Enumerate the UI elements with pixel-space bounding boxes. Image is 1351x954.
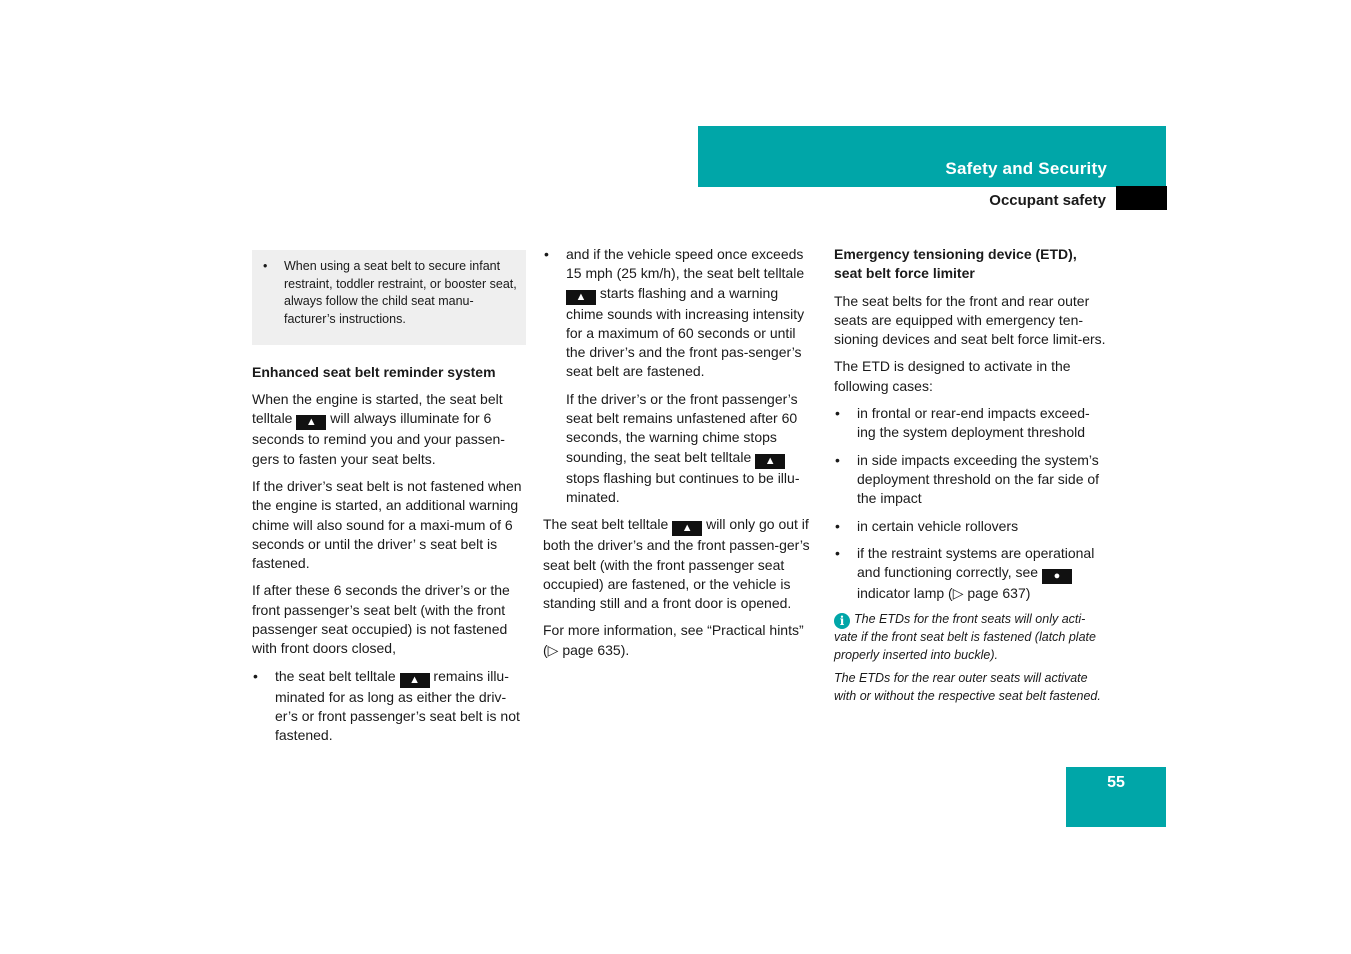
child-seat-note-box — [252, 250, 526, 345]
text-run: will always illuminate for 6 seconds to remind you and your passen-gers to fasten your seat belts. — [252, 410, 505, 467]
etd-heading: Emergency tensioning device (ETD), seat belt force limiter — [834, 246, 1077, 282]
seatbelt-telltale-icon: ▲ — [566, 290, 596, 305]
list-item: • in side impacts exceeding the system’s deployment threshold on the far side of the impact — [834, 451, 1108, 509]
paragraph: If the driver’s seat belt is not fastened when the engine is started, an additional warning chime will also sound for a maxi-mum of 6 seconds or until the driver’ s seat belt is fastened. — [252, 478, 522, 572]
text-run: When the engine is started, the seat belt telltale — [252, 391, 503, 427]
paragraph — [543, 390, 818, 507]
text-run: The ETDs for the front seats will only acti-vate if the front seat belt is fastened (latch plate properly inserted into buckle). — [834, 612, 1096, 662]
chapter-header-bar — [698, 126, 1166, 187]
paragraph: The ETD is designed to activate in the following cases: — [834, 358, 1071, 394]
text-run: will only go out if both the driver’s and the front passen-ger’s seat belt (with the front passenger seat occupied) are fastened, or the vehicle is standing still and a front door is opened. — [543, 516, 810, 612]
text-run: and if the vehicle speed once exceeds 15 mph (25 km/h), the seat belt telltale — [566, 246, 805, 282]
info-note: The ETDs for the rear outer seats will activate with or without the respective seat belt fastened. — [834, 671, 1101, 703]
text-run: stops flashing but continues to be illu-minated. — [566, 469, 800, 505]
list-item — [834, 544, 1108, 604]
page-number-box — [1066, 767, 1166, 827]
page-number: 55 — [1107, 774, 1125, 791]
seatbelt-telltale-icon: ▲ — [672, 521, 702, 536]
text-run: the seat belt telltale — [275, 667, 396, 684]
list-item: • in certain vehicle rollovers — [834, 517, 1108, 536]
chapter-title: Safety and Security — [945, 159, 1107, 178]
seatbelt-telltale-icon: ▲ — [755, 454, 785, 469]
passenger-airbag-indicator-icon: ● — [1042, 569, 1072, 584]
info-icon: i — [834, 613, 850, 629]
seatbelt-telltale-icon: ▲ — [296, 415, 326, 430]
text-run: starts flashing and a warning chime sounds with increasing intensity for a maximum of 60 seconds or until the driver’s and the front pas-senger’s seat belt are fastened. — [566, 284, 805, 380]
column-1 — [252, 245, 526, 754]
paragraph: The seat belts for the front and rear outer seats are equipped with emergency ten-sioning devices and seat belt force limit-ers. — [834, 292, 1106, 348]
text-run: remains illu-minated for as long as either the driv-er’s or front passenger’s seat belt is not fastened. — [275, 667, 520, 744]
info-note — [834, 611, 1108, 664]
column-3 — [834, 245, 1108, 711]
text-run: indicator lamp (▷ page 637) — [857, 585, 1031, 602]
reminder-system-heading: Enhanced seat belt reminder system — [252, 363, 496, 380]
list-item — [252, 667, 526, 746]
column-2 — [543, 245, 818, 668]
section-tab-marker — [1116, 186, 1167, 210]
list-item — [543, 245, 818, 382]
section-title: Occupant safety — [989, 192, 1106, 209]
list-item: • in frontal or rear-end impacts exceed-ing the system deployment threshold — [834, 404, 1108, 443]
paragraph — [252, 390, 526, 469]
text-run: The seat belt telltale — [543, 516, 669, 533]
seatbelt-telltale-icon: ▲ — [400, 673, 430, 688]
practical-hints-reference: For more information, see “Practical hints” (▷ page 635). — [543, 622, 804, 658]
text-run: If the driver’s or the front passenger’s seat belt remains unfastened after 60 seconds, the warning chime stops sounding, the seat belt telltale — [566, 390, 798, 465]
note-bullet: • When using a seat belt to secure infant restraint, toddler restraint, or booster seat, always follow the child seat manu-facturer’s instructions. — [262, 258, 518, 329]
paragraph: If after these 6 seconds the driver’s or the front passenger’s seat belt (with the front passenger seat occupied) is not fastened with front doors closed, — [252, 582, 510, 657]
text-run: if the restraint systems are operational and functioning correctly, see — [857, 544, 1095, 581]
paragraph — [543, 515, 818, 613]
